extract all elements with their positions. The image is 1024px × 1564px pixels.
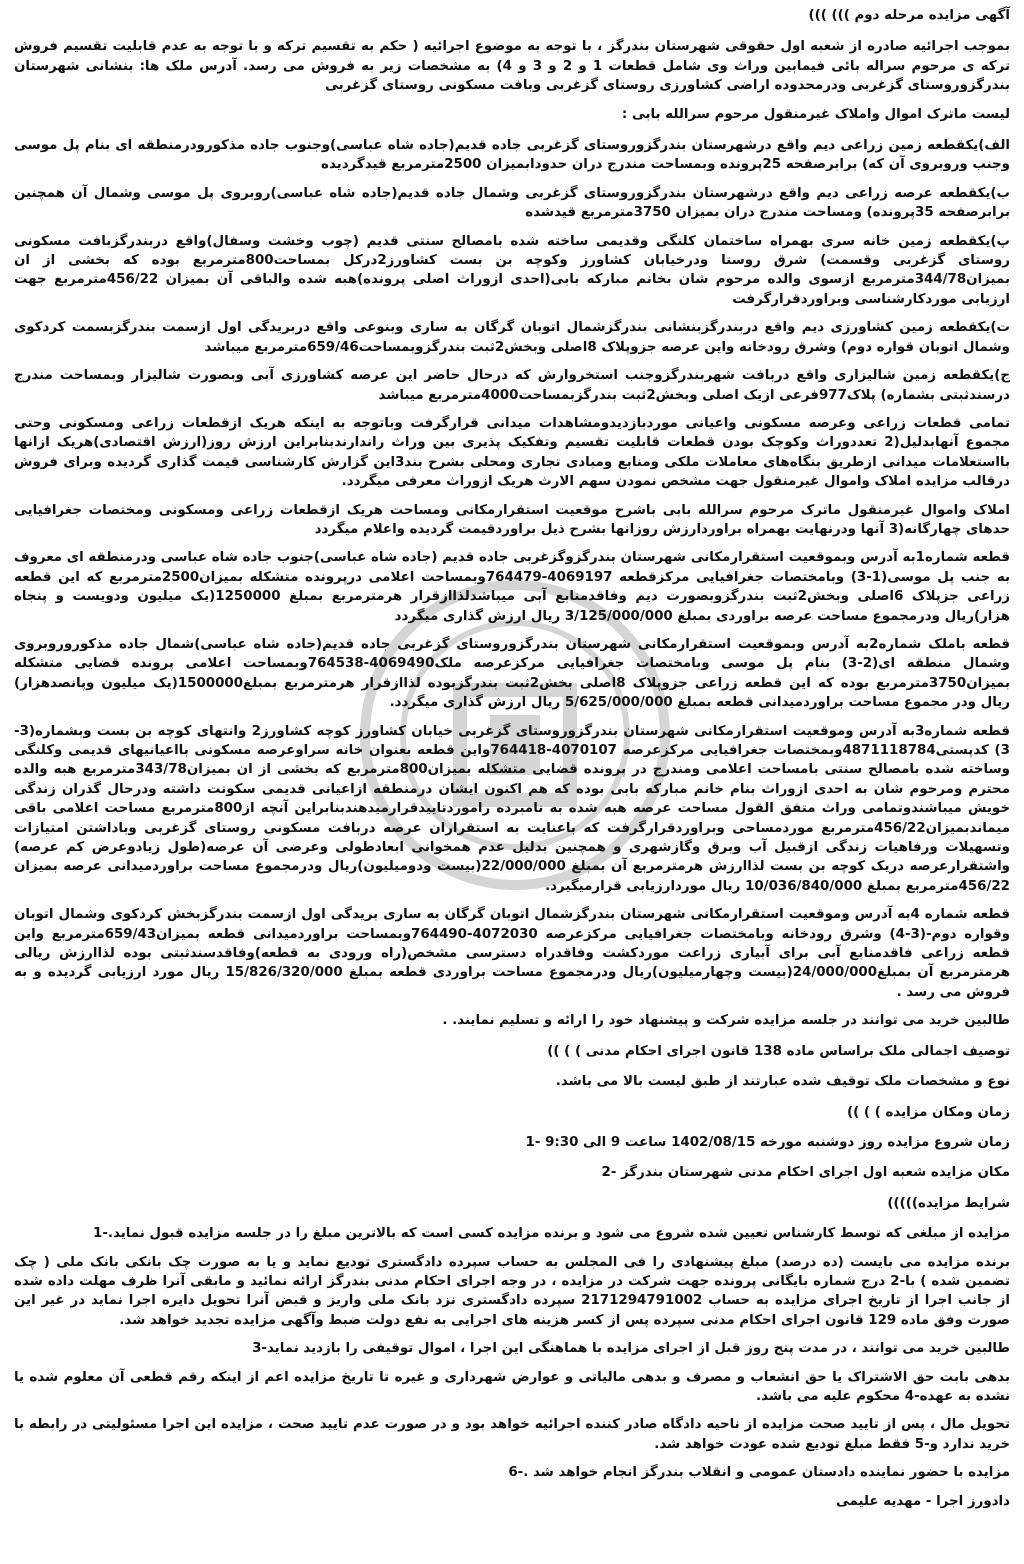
condition-2: برنده مزایده می بایست (ده درصد) مبلغ پیشنهادی را فی المجلس به حساب سپرده دادگستری تودیع نماید و یا به صورت چک بانکی بانک ملی ( چک تضمین شده ) با-2 درج شماره بایگانی پرونده جهت شرکت در مزایده ، در وجه اجرای احکام مدنی بندرگز ارائه نمائید و مابقی آنرا ظرف مهلت داده شده از جانب اجرا از تاریخ اجرای مزایده به حساب 2171294791002 سپرده دادگستری نزد بانک ملی واریز و قبض آنرا تحویل دایره اجرا نماید در غیر این صورت وفق ماده 129 قانون اجرای احکام مدنی سپرده پس از کسر هزینه های اجرایی به نفع دولت ضبط وآگهی مزایده تجدید خواهد شد. bbox=[14, 1254, 1011, 1328]
conditions-heading: شرایط مزایده))))) bbox=[887, 1195, 1010, 1211]
inspection-paragraph: تمامی قطعات زراعی وعرصه مسکونی واعیانی موردبازدیدومشاهدات میدانی قرارگرفت وباتوجه به اینکه هریک ازقطعات زراعی ومسکونی وحتی مجموع آنهابدلیل(2 تعددوراث وکوچک بودن قطعات قابلیت تقسیم وتفکیک پذیری بین وراث راندارندبنابراین ارزش روز(ارزش اقتصادی)هریک ازانها بااستعلامات میدانی ازطریق بنگاه‌های معاملات ملکی ومنابع ومبادی تجاری ومحلی بشرح بند3این گزارش کارشناسی قیمت گذاری گردیده وبرای فروش درقالب مزایده املاک واموال غیرمنقول جهت مشخص نمودن سهم الارث هریک ازوراث معرفی میگردد. bbox=[14, 415, 1010, 490]
time-place-heading: زمان ومکان مزایده ) ) )) bbox=[847, 1104, 1010, 1120]
auction-time: زمان شروع مزایده روز دوشنبه مورخه 1402/08/15 ساعت 9 الی 9:30 -1 bbox=[525, 1134, 1010, 1150]
property-item-be: ب)یکقطعه عرصه زراعی دیم واقع درشهرستان بندرگزوروستای گزغربی وشمال جاده قدیم(جاده شاه عباسی)روبروی پل موسی وشمال آن همچنین برابرصفحه 35پرونده) ومساحت مندرج دران بمیزان 3750مترمربع قیدشده bbox=[14, 185, 1010, 221]
parcel-3-paragraph: قطعه شماره3به آدرس وموقعیت استقرارمکانی شهرستان بندرگزوروستای گزغربی خیابان کشاورز کوچه کشاورز2 وانتهای کوچه بن بست وبشماره(3-3) کدپستی4871118784وبمختصات جغرافیایی مرکزعرصه 4070107-764418واین قطعه بعنوان خانه سراوعرصه مسکونی بااعیانیهای قدیمی وکلنگی وساخته شده بامصالح سنتی بامساحت اعلامی ومندرج در پرونده قضایی متشکله بمیزان800مترمربع که بخشی از ان بمیزان343/78مترمربع هبه والده محترم ومرحوم شان به احدی ازوراث بنام خانم مبارکه بابی بوده که هم اکنون ایشان درمنطقه ازاعیانی قدیمی سکونت داشته ودرحال گذران زندگی خویش میباشندوتمامی وراث متفق القول مساحت عرصه هبه شده به نامبرده راموردتاییدقرارمیدهندبنابراین آنچه از800مترمربع مساحت اعلامی باقی میماندبمیزان456/22مترمربع موردمساحی وبراوردقرارگرفت که باعنایت به استقراران عرصه دربافت مسکونی روستای گزغربی وباداشتن امتیازات وتسهیلات ورفاهیات زندگی ازقبیل آب وبرق وگازشهری و همچنین بدلیل عدم همخوانی ابعادطولی وعرضی آن عرصه(طول زیادوعرض کم عرصه) واشتقرارعرصه دریک کوچه بن بست لذاارزش هرمترمربع آن بمبلغ 22/000/000(بیست ودومیلیون)ریال ودرمجموع مساحت براوردمیدانی عرصه بمیزان 456/22مترمربع بمبلغ 10/036/840/000 ریال موردارزیابی قرارمیگیرد. bbox=[14, 723, 1010, 894]
property-item-jim: ج)یکقطعه زمین شالیزاری واقع دربافت شهربندرگزوجنب استخروارش که درحال حاضر این عرصه کشاورزی آبی وبصورت شالیزار وبمساحت مندرج درسندثبتی بشماره) پلاک977فرعی ازیک اصلی وبخش2ثبت بندرگزبمساحت4000مترمربع میباشد bbox=[14, 368, 1010, 403]
parcel-1-paragraph: قطعه شماره1به آدرس وبموقعیت استقرارمکانی شهرستان بندرگزوگزغربی جاده قدیم (جاده شاه عباسی)جنوب جاده شاه عباسی ودرمنطقه ای معروف به جنب پل موسی(1-3) وبامختصات جغرافیایی مرکزقطعه 4069197-764479وبمساحت اعلامی درپرونده متشکله بمیزان2500مترمربع که این قطعه زراعی جزپلاک 6اصلی وبخش2ثبت بندرگزوبصورت دیم وفاقدمنابع آبی میباشدلذاازقرار هرمترمربع بمبلغ 1250000(یک میلیون ودویست و پنجاه هزار)ریال ودرمجموع مساحت عرصه براوردی بمبلغ 3/125/000/000 ریال ارزش گذاری میگردد bbox=[14, 550, 1011, 624]
notice-heading: آگهی مزایده مرحله دوم ))) ))) bbox=[808, 8, 1010, 23]
description-heading: توصیف اجمالی ملک براساس ماده 138 قانون اجرای احکام مدنی ) ) )) bbox=[547, 1043, 1010, 1059]
property-item-pe: پ)یکقطعه زمین خانه سری بهمراه ساختمان کلنگی وقدیمی ساخته شده بامصالح سنتی قدیم (چوب وخشت وسفال)واقع دربندرگزبافت مسکونی روستای گزغربی وقسمت) شرق روستا ودرخیابان کشاورز وکوچه بن بست کشاورز2درکل بمساحت800مترمربع بوده که بخشی از ان بمیزان344/78مترمربع ازسوی والده مرحوم شان بخانم مبارکه بابی(احدی ازوراث اصلی پرونده)هبه شده والباقی آن بمیزان 456/22مترمربع جهت ارزیابی موردکارشناسی وبراوردقرارگرفت bbox=[14, 233, 1010, 307]
property-item-te: ت)یکقطعه زمین کشاورزی دیم واقع دربندرگزبنشانی بندرگزشمال اتوبان گرگان به ساری وبنوعی واقع دربریدگی اول ازسمت بندرگزبسمت کردکوی وشمال اتوبان قواره دوم) وشرق رودخانه واین عرصه جزوپلاک 8اصلی وبخش2ثبت بندرگزوبمساحت659/46مترمربع میباشد bbox=[14, 320, 1010, 355]
condition-6: مزایده با حضور نماینده دادستان عمومی و انقلاب بندرگز انجام خواهد شد .-6 bbox=[508, 1465, 1010, 1481]
property-type-note: نوع و مشخصات ملک توقیف شده عبارتند از طبق لیست بالا می باشد. bbox=[555, 1074, 1010, 1090]
parcel-2-paragraph: قطعه باملک شماره2به آدرس وبموقعیت استقرارمکانی شهرستان بندرگزوروستای گزغربی جاده قدیم(جاده شاه عباسی)شمال جاده مذکوروروبروی وشمال منطقه ای(2-3) بنام پل موسی وبامختصات جغرافیایی مرکزعرصه ملک4069490-764538وبمساحت اعلامی پرونده قضایی متشکله بمیزان3750مترمربع بوده که این قطعه زراعی جزوپلاک 8اصلی بخش2ثبت بندرگزبوده لذاازقرار هرمترمربع بمبلغ1500000(یک میلیون وپانصدهزار) ریال ودر مجموع مساحت براوردمیدانی قطعه بمبلغ 5/625/000/000 ریال ارزش گذاری میگردد. bbox=[14, 636, 1011, 711]
condition-1: مزایده از مبلغی که توسط کارشناس تعیین شده شروع می شود و برنده مزایده کسی است که بالاترین مبلغ را در جلسه مزایده قبول نماید.-1 bbox=[92, 1226, 1010, 1242]
bidders-note: طالبین خرید می توانند در جلسه مزایده شرکت و پیشنهاد خود را ارائه و تسلیم نمایند. . bbox=[442, 1013, 1010, 1029]
condition-5: تحویل مال ، پس از تایید صحت مزایده از ناحیه دادگاه صادر کننده اجرائیه خواهد بود و در صورت عدم تایید صحت ، مزایده این اجرا مسئولیتی در رابطه با خرید ندارد و-5 فقط مبلغ تودیع شده عودت خواهد شد. bbox=[14, 1417, 1010, 1452]
property-list-title: لیست ماترک اموال واملاک غیرمنقول مرحوم سرالله بابی : bbox=[621, 106, 1010, 122]
valuation-intro-paragraph: املاک واموال غیرمنقول ماترک مرحوم سرالله بابی باشرح موقعیت استقرارمکانی ومساحت هریک ازقطعات زراعی ومسکونی ومختصات جغرافیایی حدهای چهارگانه(3 آنها ودرنهایت بهمراه براوردارزش روزانها بشرح ذیل براوردقیمت گردیده واعلام میگردد bbox=[14, 502, 1010, 537]
condition-4: بدهی بابت حق الاشتراک یا حق انشعاب و مصرف و بدهی مالیاتی و عوارض شهرداری و غیره تا تاریخ مزایده اعم از اینکه رقم قطعی آن معلوم شده یا نشده به عهده-4 محکوم علیه می باشد. bbox=[14, 1369, 1010, 1404]
parcel-4-paragraph: قطعه شماره 4به آدرس وموقعیت استقرارمکانی شهرستان بندرگزشمال اتوبان گرگان به ساری بریدگی اول ازسمت بندرگزبخش کردکوی وشمال اتوبان وقواره دوم-(3-4) وشرق رودخانه وبامختصات جغرافیایی مرکزعرصه 4072030-764490وبمساحت براوردمیدانی قطعه بمیزان659/43مترمربع واین قطعه زراعی فاقدمنابع آبی برای آبیاری زراعت موردکشت وفاقدراه دسترسی مشخص(راه ورودی به قطعه)وفاقدسندثبتی بوده لذاارزش ریالی هرمترمربع آن بمبلغ24/000/000(بیست وچهارمیلیون)ریال ودرمجموع مساحت براوردی قطعه بمبلغ 15/826/320/000 ریال مورد ارزیابی گردیده و به فروش می رسد . bbox=[14, 907, 1011, 1000]
auction-place: مکان مزایده شعبه اول اجرای احکام مدنی شهرستان بندرگز -2 bbox=[601, 1165, 1010, 1181]
property-item-alef: الف)یکقطعه زمین زراعی دیم واقع درشهرستان بندرگزوروستای گزغربی جاده قدیم(جاده شاه عباسی)وجنوب جاده مذکورودرمنطقه ای بنام پل موسی وجنب وروبروی آن که) برابرصفحه 25پرونده وبمساحت مندرج دران حدودابمیزان 2500مترمربع قیدگردیده bbox=[14, 138, 1010, 173]
signature-line: دادورز اجرا - مهدیه علیمی bbox=[835, 1493, 1010, 1509]
condition-3: طالبین خرید می توانند ، در مدت پنج روز قبل از اجرای مزایده با هماهنگی این اجرا ، اموال توقیفی را بازدید نماید-3 bbox=[252, 1341, 1010, 1357]
intro-paragraph: بموجب اجرائیه صادره از شعبه اول حقوقی شهرستان بندرگز ، با توجه به موضوع اجرائیه ( حکم به تقسیم ترکه و با توجه به عدم قابلیت تقسیم فروش ترکه ی مرحوم سراله بائی فیمابین وراث وی شامل قطعات 1 و 2 و 3 و 4) به مشخصات زیر به فروش می رسد. آدرس ملک ها: بنشانی شهرستان بندرگزوروستای گزغربی ودرمحدوده اراضی کشاورزی روستای گزغربی وبافت مسکونی روستای گزغربی bbox=[14, 39, 1010, 94]
